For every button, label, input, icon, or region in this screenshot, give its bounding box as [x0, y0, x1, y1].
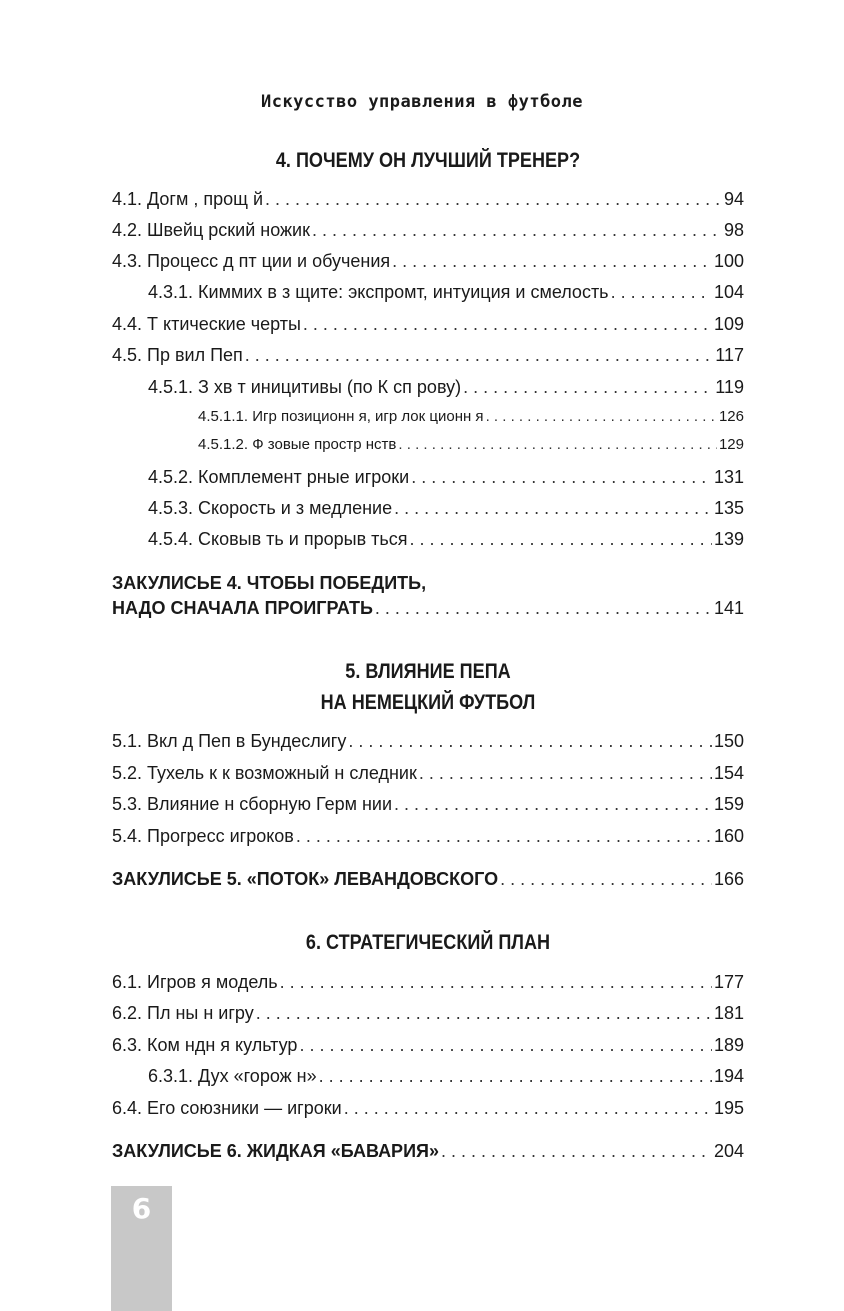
dot-leader: [296, 822, 712, 850]
entry-page: 160: [713, 826, 744, 846]
entry-label: 5.3. Влияние н сборную Герм нии: [112, 794, 393, 814]
entry-label: 4.3.1. Киммих в з щите: экспромт, интуиция и смелость: [148, 282, 609, 302]
dot-leader: [486, 403, 717, 431]
entry-page: 135: [713, 498, 744, 518]
entry-label: НАДО СНАЧАЛА ПРОИГРАТЬ: [112, 598, 373, 618]
entry-label: 4.5.2. Комплемент рные игроки: [148, 467, 410, 487]
dot-leader: [398, 431, 717, 459]
entry-page: 104: [713, 282, 744, 302]
toc-entry[interactable]: [112, 1031, 744, 1059]
entry-page: 177: [713, 972, 744, 992]
toc-entry[interactable]: [112, 216, 744, 244]
entry-label: 4.5.4. Сковыв ть и прорыв ться: [148, 529, 408, 549]
toc-subentry[interactable]: [148, 525, 744, 553]
entry-page: 194: [713, 1066, 744, 1086]
dot-leader: [265, 185, 722, 213]
toc-subentry[interactable]: [148, 373, 744, 401]
backstage-entry[interactable]: [112, 865, 744, 893]
toc-subsubentry[interactable]: [198, 431, 744, 459]
dot-leader: [256, 999, 712, 1027]
entry-label: 4.1. Догм , прощ й: [112, 189, 264, 209]
dot-leader: [611, 278, 712, 306]
entry-page: 109: [713, 314, 744, 334]
dot-leader: [299, 1031, 712, 1059]
entry-label: 5.1. Вкл д Пеп в Бундеслигу: [112, 731, 347, 751]
entry-label: 4.5.1. З хв т иницитивы (по К сп рову): [148, 377, 462, 397]
entry-label: 6.2. Пл ны н игру: [112, 1003, 254, 1023]
toc-subentry[interactable]: [148, 1062, 744, 1090]
entry-label: 4.3. Процесс д пт ции и обучения: [112, 251, 391, 271]
toc-subsubentry[interactable]: [198, 403, 744, 431]
chapter-title: 5. ВЛИЯНИЕ ПЕПА: [345, 660, 511, 683]
toc-entry[interactable]: [112, 341, 744, 369]
entry-page: 141: [713, 598, 744, 618]
entry-label: ЗАКУЛИСЬЕ 5. «ПОТОК» ЛЕВАНДОВСКОГО: [112, 869, 499, 889]
toc-subentry[interactable]: [148, 494, 744, 522]
toc-entry[interactable]: [112, 968, 744, 996]
toc-entry[interactable]: [112, 999, 744, 1027]
entry-label: 6.1. Игров я модель: [112, 972, 278, 992]
entry-page: 159: [713, 794, 744, 814]
entry-label: 4.5.3. Скорость и з медление: [148, 498, 393, 518]
dot-leader: [411, 463, 712, 491]
toc-entry[interactable]: [112, 1094, 744, 1122]
chapter-title: НА НЕМЕЦКИЙ ФУТБОЛ: [320, 691, 536, 714]
dot-leader: [375, 594, 712, 622]
chapter-title: 6. СТРАТЕГИЧЕСКИЙ ПЛАН: [305, 931, 551, 954]
entry-page: 204: [713, 1141, 744, 1161]
entry-page: 117: [715, 345, 744, 365]
toc-entry[interactable]: [112, 822, 744, 850]
dot-leader: [410, 525, 712, 553]
toc-entry[interactable]: [112, 727, 744, 755]
entry-page: 131: [713, 467, 744, 487]
entry-page: 150: [713, 731, 744, 751]
chapter-title: 4. ПОЧЕМУ ОН ЛУЧШИЙ ТРЕНЕР?: [275, 149, 581, 172]
dot-leader: [245, 341, 714, 369]
dot-leader: [303, 310, 712, 338]
entry-label: 4.5. Пр вил Пеп: [112, 345, 243, 365]
entry-label: ЗАКУЛИСЬЕ 6. ЖИДКАЯ «БАВАРИЯ»: [112, 1141, 439, 1161]
entry-page: 94: [723, 189, 744, 209]
backstage-title: ЗАКУЛИСЬЕ 4. ЧТОБЫ ПОБЕДИТЬ,: [112, 573, 427, 593]
entry-label: 4.4. Т ктические черты: [112, 314, 301, 334]
dot-leader: [441, 1137, 712, 1165]
dot-leader: [344, 1094, 712, 1122]
entry-label: 4.5.1.1. Игр позиционн я, игр лок ционн я: [198, 408, 484, 425]
entry-label: 5.2. Тухель к к возможный н следник: [112, 763, 417, 783]
entry-page: 100: [713, 251, 744, 271]
entry-page: 154: [713, 763, 744, 783]
entry-label: 4.5.1.2. Ф зовые простр нств: [198, 436, 397, 453]
entry-page: 195: [713, 1098, 744, 1118]
entry-page: 98: [723, 220, 744, 240]
dot-leader: [463, 373, 713, 401]
dot-leader: [419, 759, 712, 787]
toc-subentry[interactable]: [148, 463, 744, 491]
entry-page: 166: [713, 869, 744, 889]
toc-entry[interactable]: [112, 759, 744, 787]
entry-page: 119: [715, 377, 744, 397]
entry-page: 129: [718, 436, 744, 453]
dot-leader: [392, 247, 712, 275]
page-number-tab: [111, 1186, 172, 1311]
dot-leader: [348, 727, 712, 755]
entry-page: 189: [713, 1035, 744, 1055]
entry-page: 139: [713, 529, 744, 549]
toc-entry[interactable]: [112, 247, 744, 275]
page-number: 6: [131, 1192, 152, 1225]
toc-entry[interactable]: [112, 790, 744, 818]
toc-subentry[interactable]: [148, 278, 744, 306]
entry-label: 6.3.1. Дух «горож н»: [148, 1066, 317, 1086]
dot-leader: [319, 1062, 712, 1090]
backstage-entry[interactable]: [112, 594, 744, 622]
running-head: Искусство управления в футболе: [260, 92, 584, 112]
entry-label: 6.4. Его союзники — игроки: [112, 1098, 342, 1118]
entry-label: 6.3. Ком ндн я культур: [112, 1035, 298, 1055]
dot-leader: [280, 968, 712, 996]
entry-label: 5.4. Прогресс игроков: [112, 826, 294, 846]
dot-leader: [394, 790, 712, 818]
entry-page: 126: [718, 408, 744, 425]
backstage-entry[interactable]: [112, 1137, 744, 1165]
dot-leader: [500, 865, 712, 893]
entry-page: 181: [713, 1003, 744, 1023]
toc-entry[interactable]: [112, 310, 744, 338]
dot-leader: [394, 494, 712, 522]
entry-label: 4.2. Швейц рский ножик: [112, 220, 310, 240]
toc-entry[interactable]: [112, 185, 744, 213]
dot-leader: [312, 216, 722, 244]
